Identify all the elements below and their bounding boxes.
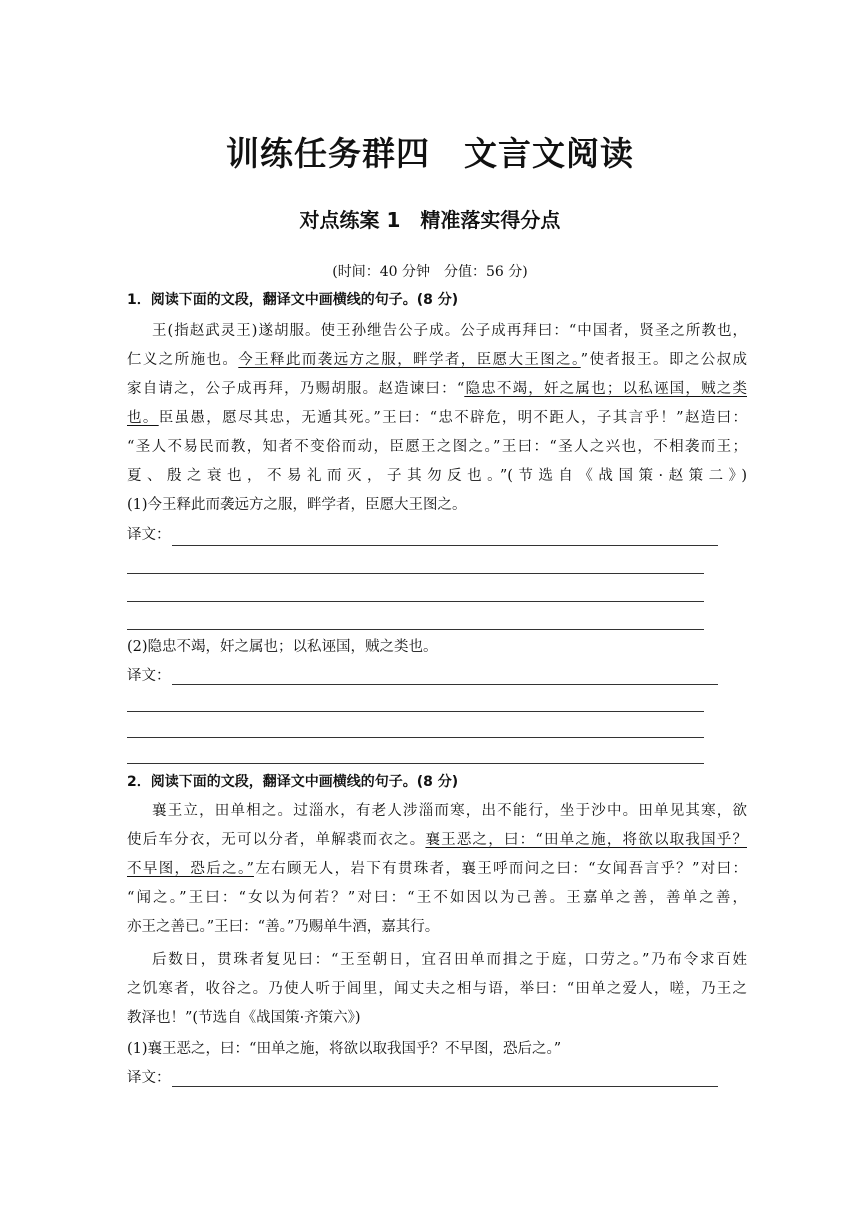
underlined-sentence: 今王释此而袭远方之服，畔学者，臣愿大王图之。 [238,352,581,368]
question-1-header: 1．阅读下面的文段，翻译文中画横线的句子。(8 分) [127,292,459,308]
answer-label: 译文： [127,1070,171,1086]
passage-text: ”使者报王。即之公叔成 [580,352,747,368]
question-2-header: 2．阅读下面的文段，翻译文中画横线的句子。(8 分) [127,774,459,790]
passage-text: 使后车分衣，无可以分者，单解裘而衣之。 [127,832,426,848]
underlined-sentence: 不早图，恐后之。” [127,861,254,877]
q1-passage-line [127,375,747,403]
q2-passage-line: “闻之。”王曰：“女以为何若？”对曰：“王不如因以为己善。王嘉单之善，善单之善， [127,890,747,906]
answer-label: 译文： [127,668,171,684]
answer-line[interactable] [127,601,704,602]
passage-text: 家自请之，公子成再拜，乃赐胡服。赵造谏曰：“ [127,381,465,397]
answer-line[interactable] [172,684,718,685]
page-title: 训练任务群四 文言文阅读 [226,134,634,173]
answer-label: 译文： [127,527,171,543]
q1-passage-line: 夏、殷之衰也，不易礼而灭，子其勿反也。”(节选自《战国策·赵策二》) [127,468,747,484]
q1-sentence-2: (2)隐忠不竭，奸之属也；以私诬国，贼之类也。 [127,639,438,655]
underlined-sentence: 襄王恶之，曰：“田单之施，将欲以取我国乎？ [425,832,747,848]
passage-text: 左右顾无人，岩下有贯珠者，襄王呼而问之曰：“女闻吾言乎？”对曰： [253,861,747,877]
q1-passage-line [127,346,747,374]
q2-passage-line: 之饥寒者，收谷之。乃使人听于闾里，闻丈夫之相与语，举曰：“田单之爱人，嗟，乃王之 [127,981,747,997]
answer-line[interactable] [127,711,704,712]
q1-passage-line: “圣人不易民而教，知者不变俗而动，臣愿王之图之。”王曰：“圣人之兴也，不相袭而王； [127,439,747,455]
answer-line[interactable] [127,573,704,574]
q2-passage-line [127,855,747,883]
q1-passage-line [127,404,747,432]
q2-passage-line: 襄王立，田单相之。过淄水，有老人涉淄而寒，出不能行，坐于沙中。田单见其寒，欲 [152,803,747,819]
time-score-info: (时间：40 分钟 分值：56 分) [332,264,528,280]
q2-passage-line: 亦王之善已。”王曰：“善。”乃赐单牛酒，嘉其行。 [127,919,440,935]
answer-line[interactable] [127,629,704,630]
q2-sentence-1: (1)襄王恶之，曰：“田单之施，将欲以取我国乎？不早图，恐后之。” [127,1041,562,1057]
q1-sentence-1: (1)今王释此而袭远方之服，畔学者，臣愿大王图之。 [127,497,467,513]
q2-passage-line [127,826,747,854]
answer-line[interactable] [127,737,704,738]
underlined-sentence: 隐忠不竭，奸之属也；以私诬国，贼之类 [464,381,747,397]
q1-passage-line: 王(指赵武灵王)遂胡服。使王孙绁告公子成。公子成再拜曰：“中国者，贤圣之所教也， [152,323,747,339]
page-subtitle: 对点练案 1 精准落实得分点 [299,208,561,232]
underlined-sentence: 也。 [127,410,159,426]
answer-line[interactable] [127,763,704,764]
answer-line[interactable] [172,1086,718,1087]
q2-passage-line: 后数日，贯珠者复见曰：“王至朝日，宜召田单而揖之于庭，口劳之。”乃布令求百姓 [152,952,747,968]
passage-text: 臣虽愚，愿尽其忠，无遁其死。”王曰：“忠不辟危，明不距人，子其言乎！”赵造曰： [158,410,747,426]
q2-passage-line: 教泽也！”(节选自《战国策·齐策六》) [127,1010,361,1026]
passage-text: 仁义之所施也。 [127,352,239,368]
answer-line[interactable] [172,545,718,546]
